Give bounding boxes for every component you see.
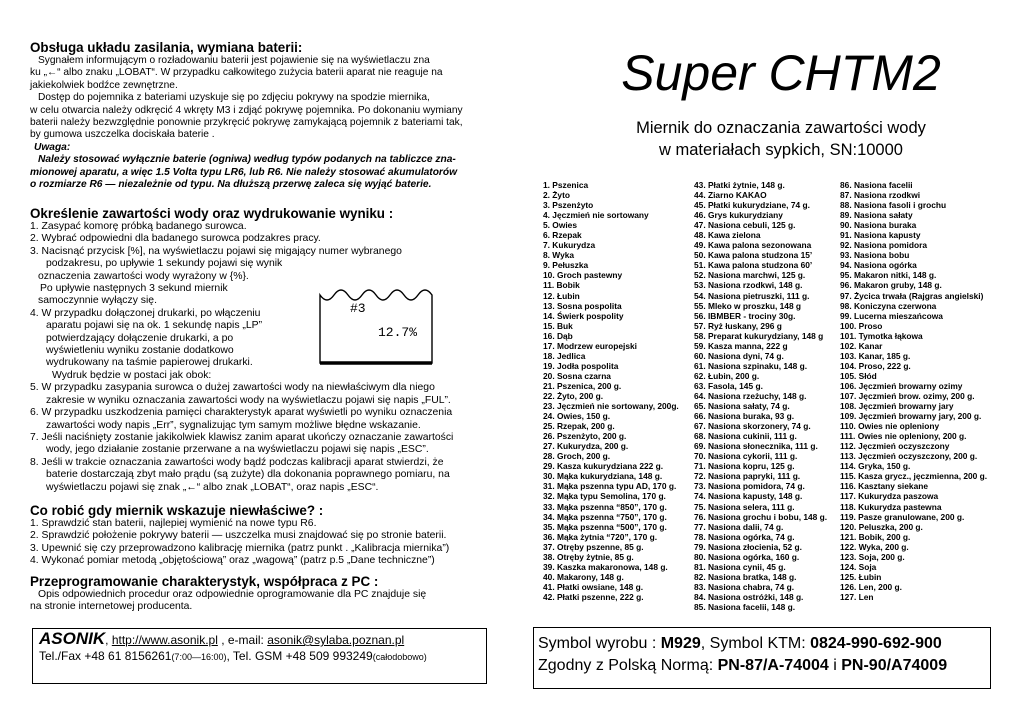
receipt-line: 12.7% — [378, 325, 418, 340]
material-item: 26. Pszenżyto, 200 g. — [543, 431, 627, 442]
material-item: 99. Lucerna mieszańcowa — [840, 310, 943, 321]
material-item: 18. Jedlica — [543, 350, 586, 361]
material-item: 34. Mąka pszenna “750”, 170 g. — [543, 511, 667, 522]
material-item: 83. Nasiona chabra, 74 g. — [694, 581, 795, 592]
warning-label: Uwaga: — [34, 141, 71, 153]
material-item: 120. Peluszka, 200 g. — [840, 521, 923, 532]
material-item: 100. Proso — [840, 320, 883, 331]
material-item: 74. Nasiona kapusty, 148 g. — [694, 491, 803, 502]
measure-step: 4. W przypadku dołączonej drukarki, po włączeniu — [30, 307, 261, 319]
norm-label: Zgodny z Polską Normą: — [538, 657, 718, 674]
material-item: 79. Nasiona złocienia, 52 g. — [694, 541, 802, 552]
material-item: 31. Mąka pszenna typu AD, 170 g. — [543, 481, 677, 492]
measure-step: wyświetleniu wyniku zostanie dodatkowo — [46, 345, 234, 357]
warning-text: mionowej aparatu, a więc 1.5 Volta typu LR6, lub R6. Nie należy stosować akumulatorów — [30, 166, 458, 178]
material-item: 98. Koniczyna czerwona — [840, 300, 937, 311]
power-text: w celu otwarcia należy odkręcić 4 wkręty M3 i zdjąć pokrywę pojemnika. Po dokonaniu wymiany — [30, 104, 463, 116]
material-item: 65. Nasiona sałaty, 74 g. — [694, 401, 790, 412]
measure-step: zakresie w wyniku oznaczania zawartości wody na wyświetlaczu pojawi się napis „FUL”. — [46, 394, 451, 406]
material-item: 82. Nasiona bratka, 148 g. — [694, 571, 797, 582]
material-item: 54. Nasiona pietruszki, 111 g. — [694, 290, 810, 301]
material-item: 27. Kukurydza, 200 g. — [543, 441, 629, 452]
material-item: 4. Jęczmień nie sortowany — [543, 210, 649, 221]
material-item: 9. Pełuszka — [543, 260, 589, 271]
material-item: 119. Pasze granulowane, 200 g. — [840, 511, 965, 522]
email-label: , e-mail: — [221, 633, 264, 647]
material-item: 121. Bobik, 200 g. — [840, 531, 911, 542]
reprog-text: Opis odpowiednich procedur oraz odpowiednie oprogramowanie dla PC znajduje się — [38, 589, 427, 600]
material-item: 89. Nasiona sałaty — [840, 210, 913, 221]
material-item: 46. Grys kukurydziany — [694, 210, 783, 221]
material-item: 68. Nasiona cukinii, 111 g. — [694, 431, 797, 442]
material-item: 59. Kasza manna, 222 g — [694, 340, 788, 351]
material-item: 76. Nasiona grochu i bobu, 148 g. — [694, 511, 828, 522]
materials-column-1 — [543, 180, 691, 602]
material-item: 115. Kasza grycz., jęczmienna, 200 g. — [840, 471, 988, 482]
material-item: 17. Modrzew europejski — [543, 340, 638, 351]
norm-1: PN-87/A-74004 — [717, 657, 829, 674]
subtitle-line: w materiałach sypkich, SN:10000 — [659, 141, 903, 159]
subtitle-line: Miernik do oznaczania zawartości wody — [636, 119, 926, 137]
material-item: 69. Nasiona słonecznika, 111 g. — [694, 441, 818, 452]
material-item: 87. Nasiona rzodkwi — [840, 190, 921, 201]
material-item: 101. Tymotka łąkowa — [840, 330, 923, 341]
material-item: 97. Życica trwała (Rajgras angielski) — [840, 290, 984, 301]
material-item: 48. Kawa zielona — [694, 230, 761, 241]
material-item: 60. Nasiona dyni, 74 g. — [694, 350, 784, 361]
material-item: 112. Jęczmień oczyszczony — [840, 441, 950, 452]
material-item: 73. Nasiona pomidora, 74 g. — [694, 481, 805, 492]
material-item: 93. Nasiona bobu — [840, 250, 910, 261]
materials-column-3 — [840, 180, 990, 602]
trouble-step: 3. Upewnić się czy przeprowadzono kalibrację miernika (patrz punkt . „Kalibracja miernika”) — [30, 542, 450, 554]
measure-step: baterie dostarczają zbyt mało prądu (są zużyte) dla dokonania poprawnego pomiaru, na — [46, 469, 450, 481]
symbol-line-1 — [538, 633, 986, 655]
material-item: 42. Płatki pszenne, 222 g. — [543, 591, 644, 602]
material-item: 13. Sosna pospolita — [543, 300, 622, 311]
material-item: 113. Jęczmień oczyszczony, 200 g. — [840, 451, 978, 462]
trouble-step: 2. Sprawdzić położenie pokrywy baterii — uszczelka musi znajdować się po stronie baterii. — [30, 530, 447, 542]
power-text: baterii należy bezwzględnie ponownie przykręcić pokrywę zamykającą pojemnik z bateriami tak, — [30, 117, 463, 129]
material-item: 72. Nasiona papryki, 111 g. — [694, 471, 801, 482]
material-item: 75. Nasiona selera, 111 g. — [694, 501, 795, 512]
material-item: 20. Sosna czarna — [543, 370, 611, 381]
material-item: 38. Otręby żytnie, 85 g. — [543, 551, 634, 562]
measure-step: 8. Jeśli w trakcie oznaczania zawartości wody bądź podczas kalibracji aparat stwierdzi, że — [30, 456, 444, 468]
material-item: 96. Makaron gruby, 148 g. — [840, 280, 942, 291]
material-item: 90. Nasiona buraka — [840, 220, 917, 231]
contact-line-1 — [39, 631, 480, 648]
material-item: 114. Gryka, 150 g. — [840, 461, 911, 472]
material-item: 29. Kasza kukurydziana 222 g. — [543, 461, 664, 472]
material-item: 71. Nasiona kopru, 125 g. — [694, 461, 795, 472]
power-heading: Obsługa układu zasilania, wymiana baterii: — [30, 40, 303, 55]
material-item: 80. Nasiona ogórka, 160 g. — [694, 551, 800, 562]
measure-step: aparatu pojawi się na ok. 1 sekundę napis „LP” — [46, 320, 263, 332]
material-item: 10. Groch pastewny — [543, 270, 623, 281]
material-item: 85. Nasiona facelii, 148 g. — [694, 601, 796, 612]
material-item: 103. Kanar, 185 g. — [840, 350, 911, 361]
material-item: 3. Pszenżyto — [543, 200, 594, 211]
power-text: ku „←“ albo znaku „LOBAT“. W przypadku całkowitego zużycia baterii aparat nie reaguje na — [30, 67, 443, 79]
measure-step: wody, jego działanie zostanie przerwane a na wyświetlaczu pojawi się napis „ESC”. — [46, 444, 429, 456]
norm-and: i — [828, 657, 842, 674]
measure-step: 1. Zasypać komorę próbką badanego surowca. — [30, 221, 247, 232]
measure-step: podzakresu, po upływie 1 sekundy pojawi się wynik — [46, 258, 283, 270]
measure-step: samoczynnie wyłączy się. — [38, 295, 157, 307]
power-section — [30, 40, 495, 191]
contact-box — [32, 628, 487, 684]
ktm-symbol: 0824-990-692-900 — [810, 635, 942, 652]
material-item: 57. Ryż łuskany, 296 g — [694, 320, 782, 331]
material-item: 110. Owies nie opleniony — [840, 421, 940, 432]
material-item: 37. Otręby pszenne, 85 g. — [543, 541, 644, 552]
product-title: Super CHTM2 — [621, 45, 941, 101]
measure-step: 5. W przypadku zasypania surowca o dużej zawartości wody na niewłaściwym dla niego — [30, 382, 435, 394]
trouble-step: 4. Wykonać pomiar metodą „objętościową” oraz „wagową” (patrz p.5 „Dane techniczne”) — [30, 555, 435, 567]
material-item: 61. Nasiona szpinaku, 148 g. — [694, 360, 808, 371]
material-item: 86. Nasiona facelii — [840, 180, 913, 190]
material-item: 22. Żyto, 200 g. — [543, 390, 604, 401]
material-item: 39. Kaszka makaronowa, 148 g. — [543, 561, 668, 572]
material-item: 104. Proso, 222 g. — [840, 360, 911, 371]
material-item: 102. Kanar — [840, 340, 883, 351]
material-item: 47. Nasiona cebuli, 125 g. — [694, 220, 796, 231]
brand-sep: , — [105, 633, 109, 647]
material-item: 122. Wyka, 200 g. — [840, 541, 909, 552]
power-text: Sygnałem informującym o rozładowaniu baterii jest pojawienie się na wyświetlaczu zna — [38, 55, 430, 66]
phone-fax: Tel./Fax +48 61 8156261 — [39, 649, 172, 663]
material-item: 67. Nasiona skorzonery, 74 g. — [694, 421, 811, 432]
phone-gsm: , Tel. GSM +48 509 993249 — [226, 649, 373, 663]
material-item: 63. Fasola, 145 g. — [694, 380, 763, 391]
material-item: 24. Owies, 150 g. — [543, 411, 611, 422]
measure-step: Wydruk będzie w postaci jak obok: — [52, 369, 212, 381]
trouble-heading: Co robić gdy miernik wskazuje niewłaściwe? : — [30, 503, 324, 518]
material-item: 45. Płatki kukurydziane, 74 g. — [694, 200, 810, 211]
website-link[interactable]: http://www.asonik.pl — [111, 633, 218, 647]
norm-2: PN-90/A74009 — [841, 657, 948, 674]
power-text: Dostęp do pojemnika z bateriami uzyskuje się po zdjęciu pokrywy na spodzie miernika, — [38, 92, 430, 104]
material-item: 35. Mąka pszenna “500”, 170 g. — [543, 521, 667, 532]
material-item: 126. Len, 200 g. — [840, 581, 902, 592]
measure-step: Po upływie następnych 3 sekund miernik — [40, 283, 228, 295]
office-hours: (7:00—16:00) — [171, 652, 227, 662]
material-item: 92. Nasiona pomidora — [840, 240, 928, 251]
material-item: 53. Nasiona rzodkwi, 148 g. — [694, 280, 803, 291]
brand-name: ASONIK — [39, 629, 106, 648]
material-item: 94. Nasiona ogórka — [840, 260, 917, 271]
material-item: 111. Owies nie opleniony, 200 g. — [840, 431, 967, 442]
material-item: 108. Jęczmień browarny jary — [840, 401, 954, 412]
symbol-label: Symbol wyrobu : — [538, 635, 661, 652]
reprog-section — [30, 574, 500, 614]
material-item: 41. Płatki owsiane, 148 g. — [543, 581, 644, 592]
symbol-line-2 — [538, 655, 986, 677]
material-item: 95. Makaron nitki, 148 g. — [840, 270, 937, 281]
measure-step: potwierdzający dołączenie drukarki, a po — [46, 332, 234, 344]
material-item: 11. Bobik — [543, 280, 580, 291]
material-item: 78. Nasiona ogórka, 74 g. — [694, 531, 795, 542]
material-item: 58. Preparat kukurydziany, 148 g — [694, 330, 824, 341]
material-item: 88. Nasiona fasoli i grochu — [840, 200, 947, 211]
material-item: 51. Kawa palona studzona 60’ — [694, 260, 813, 271]
measure-step: 3. Nacisnąć przycisk [%], na wyświetlaczu pojawi się migający numer wybranego — [30, 245, 402, 257]
trouble-step: 1. Sprawdzić stan baterii, najlepiej wymienić na nowe typu R6. — [30, 518, 317, 529]
email-link[interactable]: asonik@sylaba.poznan.pl — [267, 633, 405, 647]
measure-step: 2. Wybrać odpowiedni dla badanego surowca podzakres pracy. — [30, 233, 321, 245]
material-item: 124. Soja — [840, 561, 877, 572]
trouble-section — [30, 503, 500, 568]
warning-text: o rozmiarze R6 — niezależnie od typu. Na dłuższą przerwę zaleca się wyjąć baterie. — [30, 179, 432, 191]
material-item: 56. IBMBER - trociny 30g. — [694, 310, 796, 321]
material-item: 91. Nasiona kapusty — [840, 230, 921, 241]
materials-column-2 — [694, 180, 834, 612]
gsm-hours: (całodobowo) — [372, 652, 427, 662]
printout-illustration — [318, 281, 436, 369]
material-item: 70. Nasiona cykorii, 111 g. — [694, 451, 798, 462]
material-item: 118. Kukurydza pastewna — [840, 501, 942, 512]
material-item: 12. Łubin — [543, 290, 580, 301]
product-subtitle — [586, 117, 976, 161]
material-item: 1. Pszenica — [543, 180, 589, 190]
material-item: 8. Wyka — [543, 250, 575, 261]
material-item: 55. Mleko w proszku, 148 g — [694, 300, 802, 311]
material-item: 106. Jęczmień browarny ozimy — [840, 380, 963, 391]
material-item: 19. Jodła pospolita — [543, 360, 619, 371]
material-item: 84. Nasiona ostróżki, 148 g. — [694, 591, 804, 602]
receipt-line: #3 — [350, 301, 366, 316]
reprog-text: na stronie internetowej producenta. — [30, 601, 193, 613]
material-item: 7. Kukurydza — [543, 240, 596, 251]
material-item: 14. Świerk pospolity — [543, 310, 624, 321]
material-item: 109. Jęczmień browarny jary, 200 g. — [840, 411, 982, 422]
receipt-shape — [318, 281, 436, 369]
measure-step: wyświetlaczu pojawi się znak „←“ albo znak „LOBAT“, oraz napis „ESC“. — [46, 481, 379, 493]
material-item: 16. Dąb — [543, 330, 573, 341]
material-item: 28. Groch, 200 g. — [543, 451, 611, 462]
measure-step: 7. Jeśli naciśnięty zostanie jakikolwiek klawisz zanim aparat ukończy oznaczanie zawartości — [30, 431, 454, 443]
product-symbol-box — [533, 627, 991, 689]
material-item: 6. Rzepak — [543, 230, 582, 241]
product-symbol: M929 — [660, 635, 701, 652]
power-text: jakiekolwiek bodźce zewnętrzne. — [30, 79, 178, 91]
material-item: 81. Nasiona cynii, 45 g. — [694, 561, 786, 572]
material-item: 49. Kawa palona sezonowana — [694, 240, 812, 251]
warning-text: Należy stosować wyłącznie baterie (ogniwa) według typów podanych na tabliczce zna- — [38, 154, 456, 166]
material-item: 36. Mąka żytnia “720”, 170 g. — [543, 531, 658, 542]
reprog-heading: Przeprogramowanie charakterystyk, współpraca z PC : — [30, 574, 379, 589]
material-item: 64. Nasiona rzeżuchy, 148 g. — [694, 390, 807, 401]
measure-step: wydrukowany na taśmie papierowej drukarki. — [46, 357, 253, 369]
contact-line-2 — [39, 648, 480, 665]
material-item: 15. Buk — [543, 320, 573, 331]
power-text: by gumowa uszczelka dociskała baterie . — [30, 129, 215, 141]
material-item: 33. Mąka pszenna “850”, 170 g. — [543, 501, 667, 512]
material-item: 50. Kawa palona studzona 15’ — [694, 250, 813, 261]
material-item: 2. Żyto — [543, 190, 570, 201]
measure-step: zawartości wody napis „Err”, sygnalizując tym samym możliwe błędne wskazanie. — [46, 419, 421, 431]
measure-step: oznaczenia zawartości wody wyrażony w {%}. — [38, 270, 249, 282]
material-item: 25. Rzepak, 200 g. — [543, 421, 615, 432]
material-item: 21. Pszenica, 200 g. — [543, 380, 622, 391]
material-item: 107. Jęczmień brow. ozimy, 200 g. — [840, 390, 975, 401]
material-item: 123. Soja, 200 g. — [840, 551, 905, 562]
measure-step: 6. W przypadku uszkodzenia pamięci charakterystyk aparat wyświetli po wyniku oznaczenia — [30, 407, 453, 419]
material-item: 116. Kasztany siekane — [840, 481, 928, 492]
material-item: 117. Kukurydza paszowa — [840, 491, 939, 502]
material-item: 52. Nasiona marchwi, 125 g. — [694, 270, 806, 281]
material-item: 125. Łubin — [840, 571, 882, 582]
material-item: 23. Jęczmień nie sortowany, 200g. — [543, 401, 679, 412]
material-item: 43. Płatki żytnie, 148 g. — [694, 180, 785, 190]
material-item: 5. Owies — [543, 220, 577, 231]
ktm-label: , Symbol KTM: — [700, 635, 811, 652]
material-item: 66. Nasiona buraka, 93 g. — [694, 411, 795, 422]
material-item: 40. Makarony, 148 g. — [543, 571, 624, 582]
material-item: 30. Mąka kukurydziana, 148 g. — [543, 471, 663, 482]
material-item: 77. Nasiona dalii, 74 g. — [694, 521, 784, 532]
material-item: 105. Słód — [840, 370, 877, 381]
material-item: 127. Len — [840, 591, 874, 602]
measure-heading: Określenie zawartości wody oraz wydrukowanie wyniku : — [30, 206, 394, 221]
material-item: 32. Mąka typu Semolina, 170 g. — [543, 491, 666, 502]
material-item: 62. Łubin, 200 g. — [694, 370, 760, 381]
material-item: 44. Ziarno KAKAO — [694, 190, 767, 201]
